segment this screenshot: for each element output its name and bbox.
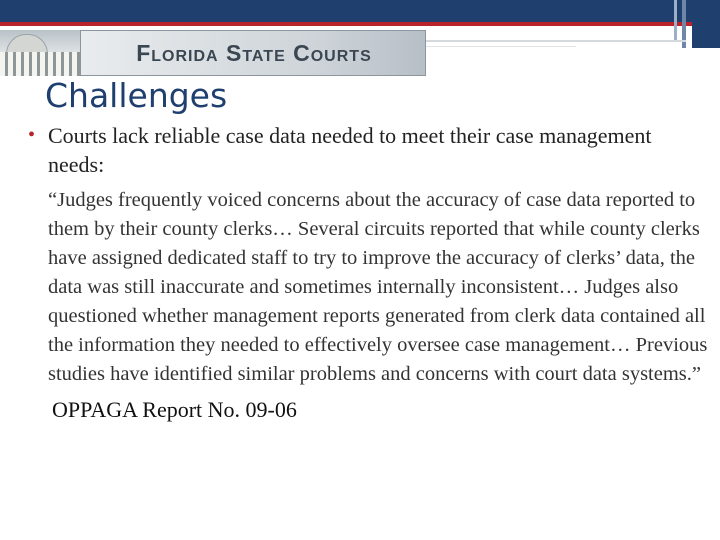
slide-body <box>28 121 713 425</box>
banner-plate <box>80 30 426 76</box>
citation-text: OPPAGA Report No. 09-06 <box>52 397 297 422</box>
header-banner <box>0 30 426 76</box>
header-rule-secondary <box>426 46 576 47</box>
header-rule <box>426 40 686 42</box>
bullet-item <box>28 121 708 179</box>
quote-text: “Judges frequently voiced concerns about the accuracy of case data reported to them by their county clerks… Several circuits reported that while county clerks have assigned dedicated staff to try to improve the accuracy of clerks’ data, the data was still inaccurate and sometimes internally inconsistent… Judges also questioned whether management reports generated from clerk data contained all the information they needed to effectively oversee case management… Previous studies have identified similar problems and concerns with court data systems.” <box>48 189 713 385</box>
bullet-text: Courts lack reliable case data needed to meet their case management needs: <box>48 123 652 177</box>
courthouse-building-icon <box>0 30 80 76</box>
top-banner-band <box>0 0 720 22</box>
bullet-icon: • <box>28 124 36 146</box>
top-banner-stripe <box>0 22 720 26</box>
banner-title: Florida State Courts <box>136 40 372 66</box>
slide-title: Challenges <box>45 76 228 115</box>
right-edge-ornament <box>692 0 720 48</box>
